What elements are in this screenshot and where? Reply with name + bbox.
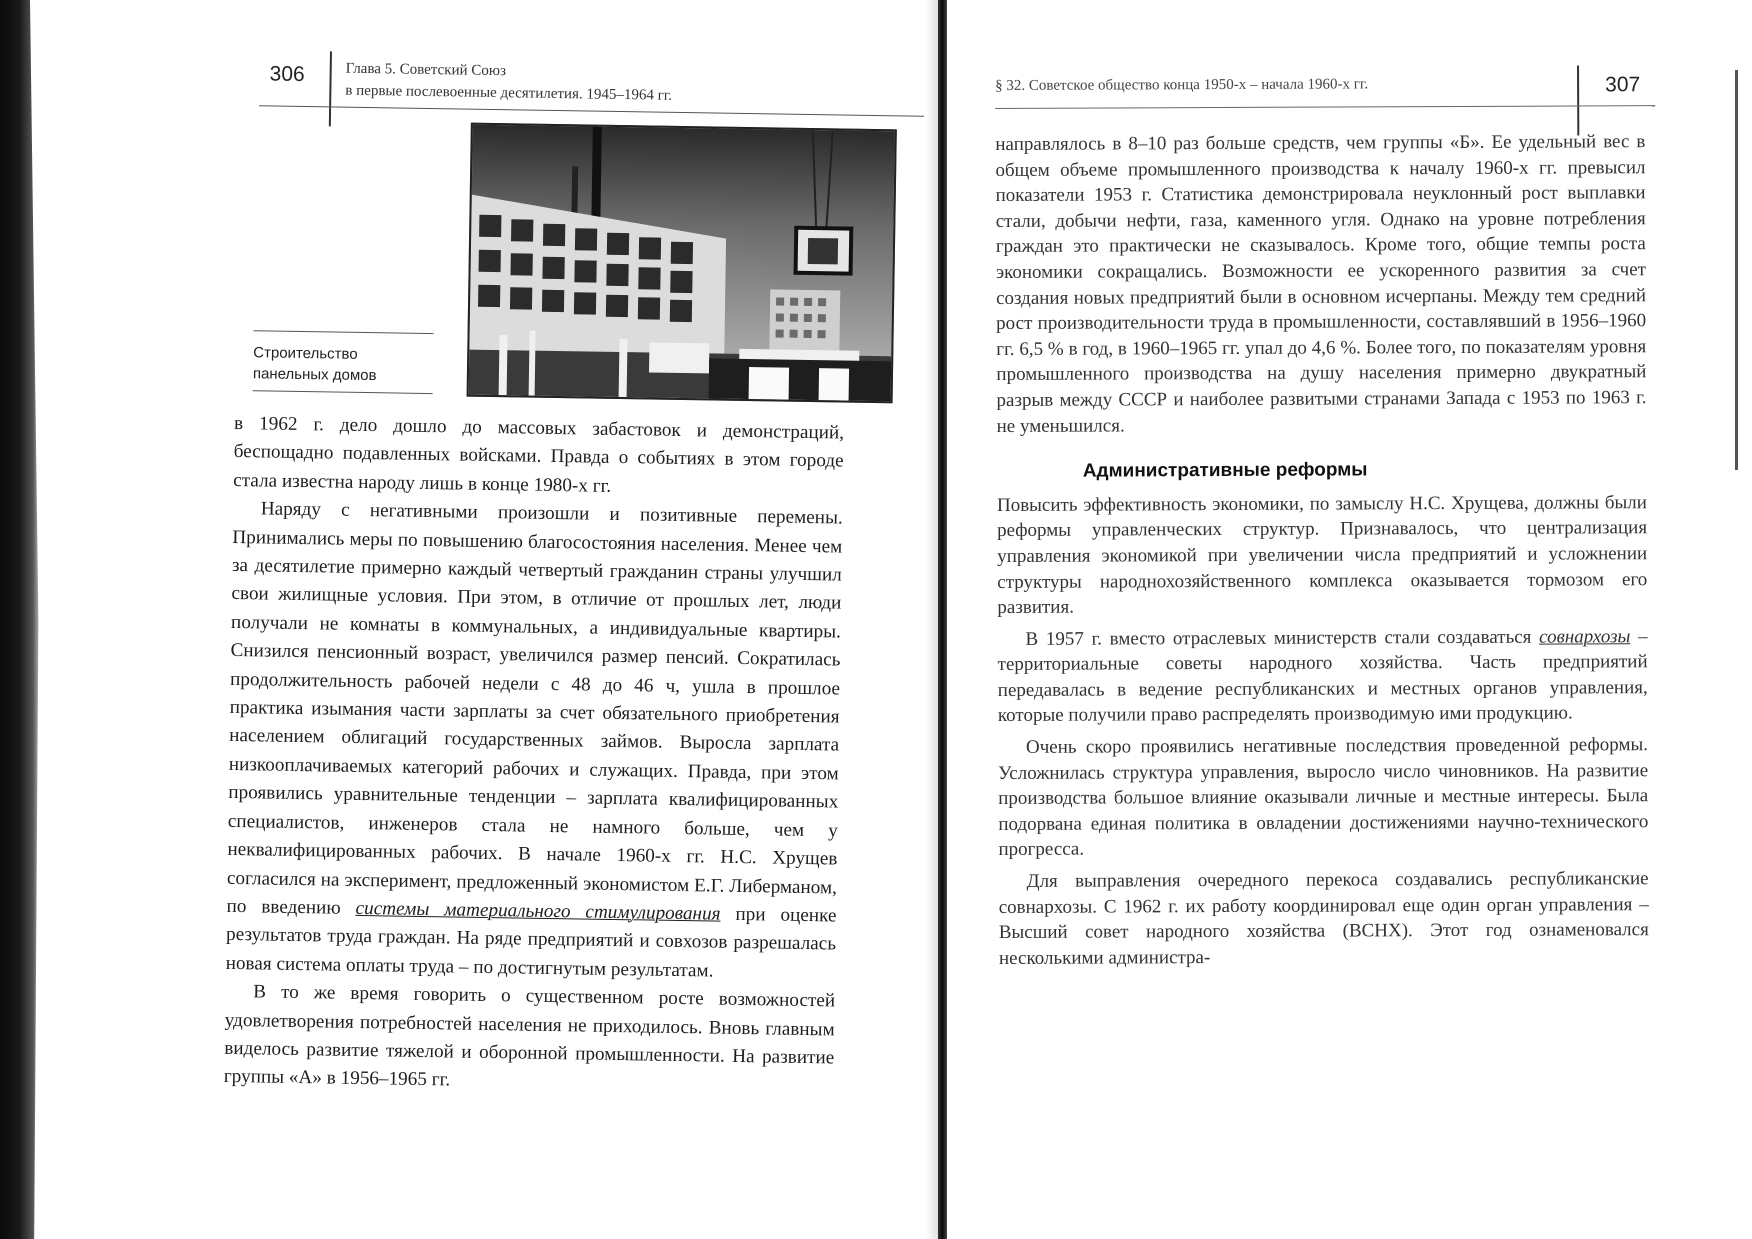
body-text-right [995, 129, 1649, 971]
text-run: – территориальные советы народного хозяйства. Часть предприятий передавалась в ведение республиканских и местных органов управления, которые получили право распределять производимую ими продукцию. [997, 625, 1648, 727]
term-highlight: системы материального стимулирования [355, 897, 721, 925]
caption-rule-bottom [253, 390, 433, 394]
header-rule-right [995, 105, 1655, 109]
gutter-shadow [926, 0, 938, 1239]
term-highlight: совнархозы [1539, 625, 1631, 648]
paragraph: Очень скоро проявились негативные последствия проведенной реформы. Усложнилась структура управления, выросло число чиновников. На развитие производства большое влияние оказывали личные и местные интересы. Была подорвана единая политика в овладении достижениями научно-технического прогресса. [998, 734, 1649, 861]
caption-rule-top [254, 330, 434, 334]
caption-line-1: Строительство [253, 344, 358, 363]
header-chapter-subtitle: в первые послевоенные десятилетия. 1945–1964 гг. [345, 82, 673, 104]
header-rule-left [259, 105, 924, 116]
caption-line-2: панельных домов [252, 365, 377, 385]
text-run: при оценке результатов труда граждан. На ряде предприятий и совхозов разрешалась новая система оплаты труда – по достигнутым результатам. [225, 903, 837, 982]
header-divider-right [1577, 65, 1579, 135]
paragraph: Повысить эффективность экономики, по замыслу Н.С. Хрущева, должны были реформы управленческих структур. Признавалось, что централизация управления экономикой при увеличении числа предприятий и усложнении структуры народнохозяйственного комплекса оказывается тормозом его развития. [996, 491, 1648, 619]
paragraph: Для выправления очередного перекоса создавались республиканские совнархозы. С 1962 г. их работу координировал еще один орган управления – Высший совет народного хозяйства (ВСНХ). Этот год ознаменовался несколькими администра- [998, 868, 1649, 969]
scan-edge-right [1735, 70, 1738, 470]
paragraph [225, 495, 843, 987]
page-number-right: 307 [1605, 73, 1641, 97]
running-header-left [345, 58, 672, 107]
book-gutter [938, 0, 947, 1239]
running-header-right: § 32. Советское общество конца 1950-х – начала 1960-х гг. [995, 76, 1369, 94]
body-text-left [224, 410, 845, 1101]
text-run: Наряду с негативными произошли и позитивные перемены. Принимались меры по повышению благосостояния населения. Менее чем за десятилетие примерно каждый четвертый гражданин страны улучшил свои жилищные условия. При этом, в отличие от прошлых лет, люди получали не комнаты в коммунальных, а индивидуальные квартиры. Снизился пенсионный возраст, увеличился размер пенсий. Сократилась продолжительность рабочей недели с 48 до 46 ч, ушла в прошлое практика изымания части зарплаты за счет обязательного приобретения населением облигаций государственных займов. Выросла зарплата низкооплачиваемых категорий рабочих и служащих. Правда, при этом проявились уравнительные тенденции – зарплата квалифицированных специалистов, инженеров стала не намного больше, чем у неквалифицированных рабочих. В начале 1960-х гг. Н.С. Хрущев согласился на эксперимент, предложенный экономистом Е.Г. Либерманом, по введению [226, 498, 843, 919]
paragraph: в 1962 г. дело дошло до массовых забастовок и демонстраций, беспощадно подавленных войсками. Правда о событиях в этом городе стала известна народу лишь в конце 1980-х гг. [233, 412, 845, 497]
page-number-left: 306 [269, 62, 305, 87]
paragraph [997, 624, 1647, 729]
section-heading: Административные реформы [1082, 459, 1368, 482]
text-run: В 1957 г. вместо отраслевых министерств стали создаваться [1025, 626, 1532, 650]
paragraph: направлялось в 8–10 раз больше средств, чем группы «Б». Ее удельный вес в общем объеме промышленного производства к началу 1960-х гг. превысил показатели 1953 г. Статистика демонстрировала неуклонный рост выплавки стали, добычи нефти, газа, каменного угля. Однако на уровне потребления граждан это практически не сказывалось. Кроме того, общие темпы роста экономики сокращались. Возможности ее ускоренного развития за счет создания новых предприятий были в основном исчерпаны. Между тем средний рост производительности труда в промышленности, составлявший в 1956–1960 гг. 6,5 % в год, в 1960–1965 гг. упал до 4,6 %. Более того, по показателям уровня промышленного производства на душу населения примерно двукратный разрыв между СССР и наиболее развитыми странами Запада с 1953 по 1963 г. не уменьшился. [995, 131, 1647, 437]
header-divider-left [329, 51, 332, 126]
construction-photo [469, 125, 895, 402]
header-chapter: Глава 5. Советский Союз [345, 60, 507, 80]
page-left [223, 50, 920, 1091]
photo-panel-construction [467, 123, 897, 404]
page-right [995, 57, 1655, 969]
paragraph: В то же время говорить о существенном росте возможностей удовлетворения потребностей населения не приходилось. Вновь главным виделось развитие тяжелой и оборонной промышленности. На развитие группы «А» в 1956–1965 гг. [223, 981, 836, 1091]
photo-caption [253, 342, 444, 387]
scan-edge-left [0, 0, 44, 1239]
